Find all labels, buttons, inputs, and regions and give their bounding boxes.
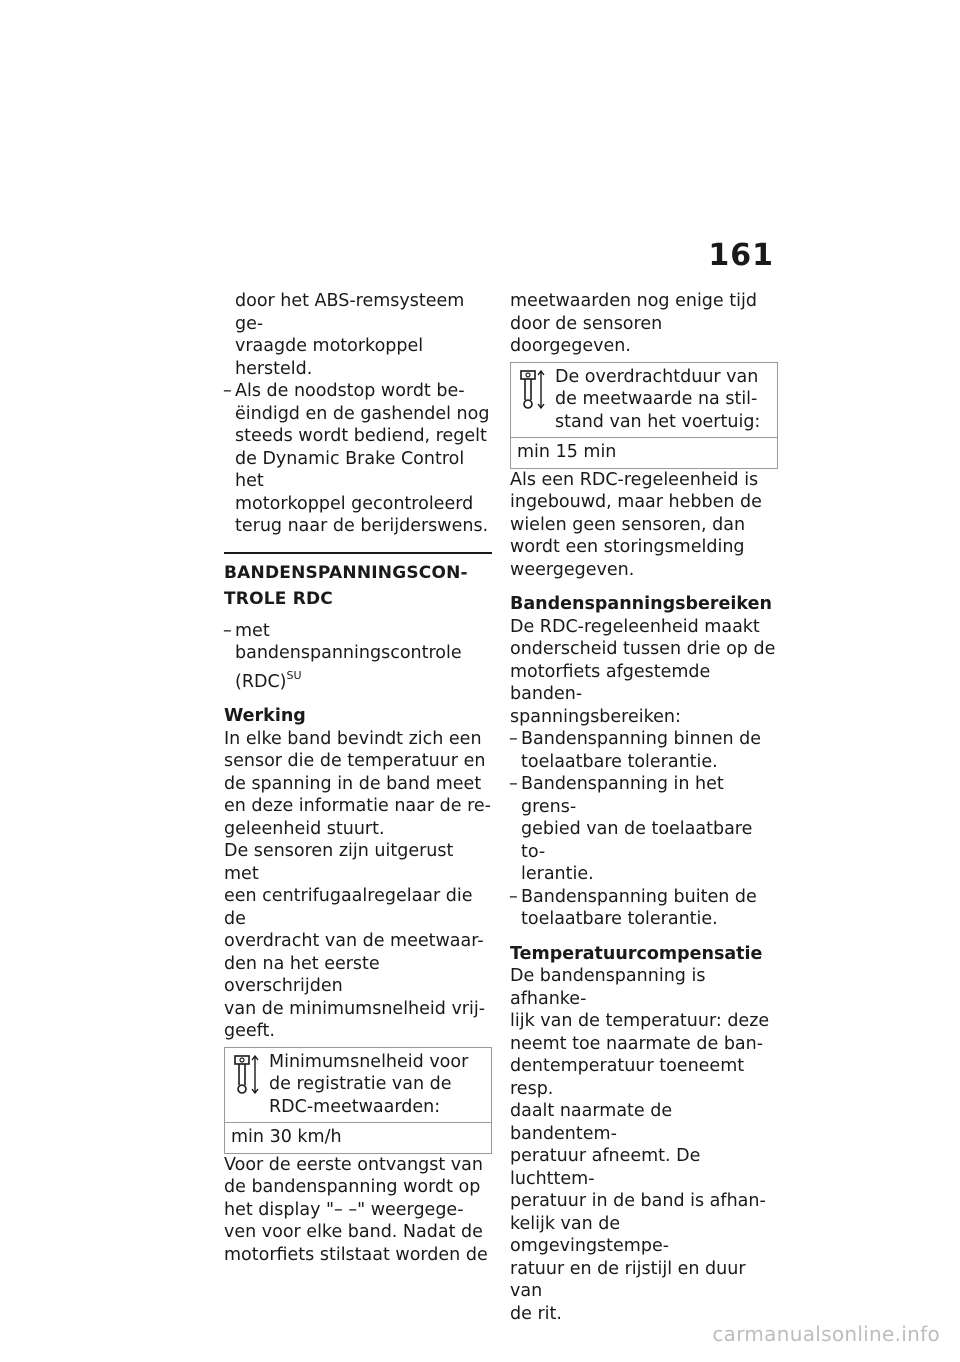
text-line: de Dynamic Brake Control het	[235, 448, 465, 491]
heading-line: BANDENSPANNINGSCON-	[224, 562, 468, 583]
text-line: RDC-meetwaarden:	[269, 1096, 441, 1117]
text-line: stand van het voertuig:	[555, 411, 761, 432]
temp-heading: Temperatuurcompensatie	[510, 943, 763, 964]
text-line: steeds wordt bediend, regelt	[235, 426, 487, 446]
text-line: met bandenspanningscontrole	[235, 620, 462, 663]
section-heading	[224, 560, 492, 612]
text-line: wielen geen sensoren, dan	[510, 514, 746, 535]
text-line: Bandenspanning buiten de	[521, 886, 757, 907]
text-line: het display "– –" weergege-	[224, 1199, 464, 1220]
list-item	[510, 728, 778, 773]
text-line: toelaatbare tolerantie.	[521, 909, 718, 929]
spec-description	[225, 1048, 491, 1123]
text-line: terug naar de berijderswens.	[235, 516, 489, 536]
text-line: onderscheid tussen drie op de	[510, 639, 776, 659]
text-line: en deze informatie naar de re-	[224, 796, 491, 816]
text-line: In elke band bevindt zich een	[224, 728, 482, 749]
text-line: toelaatbare tolerantie.	[521, 751, 718, 772]
text-line: vraagde motorkoppel hersteld.	[235, 336, 424, 379]
tire-valve-measure-icon	[231, 1053, 261, 1097]
text-line: door het ABS-remsysteem ge-	[235, 291, 465, 334]
section-divider	[224, 552, 492, 612]
text-line: kelijk van de omgevingstempe-	[510, 1213, 670, 1256]
after-box-paragraph	[510, 469, 778, 582]
text-line: den na het eerste overschrijden	[224, 953, 380, 996]
text-line: Minimumsnelheid voor	[269, 1051, 469, 1072]
left-column	[224, 290, 492, 1266]
dash-bullet: –	[509, 729, 518, 749]
text-line: peratuur in de band is afhan-	[510, 1191, 766, 1211]
spec-value: min 15 min	[511, 437, 777, 468]
tire-valve-measure-icon	[517, 368, 547, 412]
list-item	[510, 886, 778, 931]
text-line: Voor de eerste ontvangst van	[224, 1154, 483, 1175]
text-line: sensor die de temperatuur en	[224, 751, 486, 771]
right-column	[510, 290, 778, 1325]
text-line: de spanning in de band meet	[224, 773, 482, 794]
text-line: overdracht van de meetwaar-	[224, 931, 484, 951]
text-line: lerantie.	[521, 864, 594, 884]
text-line: gebied van de toelaatbare to-	[521, 819, 753, 862]
text-line: ven voor elke band. Nadat de	[224, 1222, 483, 1242]
text-line: Bandenspanning binnen de	[521, 729, 761, 749]
after-box-paragraph	[224, 1154, 492, 1267]
text-line: een centrifugaalregelaar die de	[224, 886, 473, 929]
intro-text	[224, 290, 492, 380]
list-item	[510, 773, 778, 886]
text-line: geleenheid stuurt.	[224, 818, 385, 839]
text-line: wordt een storingsmelding	[510, 537, 745, 557]
ranges-heading: Bandenspanningsbereiken	[510, 594, 772, 614]
text-line: De sensoren zijn uitgerust met	[224, 841, 454, 884]
page-number: 161	[708, 238, 774, 273]
text-line: Als een RDC-regeleenheid is	[510, 469, 759, 490]
text-line: weergegeven.	[510, 559, 635, 580]
text-line: ingebouwd, maar hebben de	[510, 492, 762, 512]
text-line: motorfiets afgestemde banden-	[510, 661, 711, 704]
text-line: ëindigd en de gashendel nog	[235, 403, 490, 424]
intro-text	[510, 290, 778, 358]
text-line: Als de noodstop wordt be-	[235, 381, 465, 401]
text-line: De RDC-regeleenheid maakt	[510, 616, 760, 637]
text-line: spanningsbereiken:	[510, 706, 681, 727]
text-line: (RDC)	[235, 671, 287, 692]
ranges-paragraph	[510, 616, 778, 729]
list-item	[224, 380, 492, 538]
text-line: meetwaarden nog enige tijd	[510, 291, 757, 311]
text-line: dentemperatuur toeneemt resp.	[510, 1056, 745, 1099]
watermark: carmanualsonline.info	[712, 1322, 940, 1346]
text-line: daalt naarmate de bandentem-	[510, 1101, 673, 1144]
dash-bullet: –	[223, 381, 232, 401]
text-line: de bandenspanning wordt op	[224, 1177, 481, 1197]
text-line: neemt toe naarmate de ban-	[510, 1033, 764, 1054]
spec-box-min-speed	[224, 1047, 492, 1154]
option-code: SU	[286, 668, 302, 682]
text-line: de registratie van de	[269, 1074, 452, 1094]
spec-description	[511, 363, 777, 438]
text-line: ratuur en de rijstijl en duur van	[510, 1258, 746, 1301]
text-line: door de sensoren doorgegeven.	[510, 313, 663, 356]
spec-box-transfer-duration	[510, 362, 778, 469]
text-line: van de minimumsnelheid vrij-	[224, 998, 486, 1019]
dash-bullet: –	[223, 620, 232, 641]
temp-paragraph	[510, 965, 778, 1325]
werking-heading: Werking	[224, 706, 306, 726]
text-line: motorkoppel gecontroleerd	[235, 493, 474, 514]
werking-paragraph-1	[224, 728, 492, 841]
option-item	[224, 620, 492, 694]
werking-paragraph-2	[224, 840, 492, 1043]
text-line: lijk van de temperatuur: deze	[510, 1011, 770, 1031]
heading-line: TROLE RDC	[224, 588, 333, 609]
text-line: motorfiets stilstaat worden de	[224, 1244, 488, 1265]
dash-bullet: –	[509, 774, 518, 794]
text-line: peratuur afneemt. De luchttem-	[510, 1146, 701, 1189]
text-line: de rit.	[510, 1303, 562, 1324]
text-line: geeft.	[224, 1021, 275, 1041]
text-line: Bandenspanning in het grens-	[521, 774, 724, 817]
text-line: De overdrachtduur van	[555, 366, 759, 387]
text-line: de meetwaarde na stil-	[555, 389, 758, 409]
text-line: De bandenspanning is afhanke-	[510, 966, 706, 1009]
spec-value: min 30 km/h	[225, 1122, 491, 1153]
dash-bullet: –	[509, 886, 518, 907]
